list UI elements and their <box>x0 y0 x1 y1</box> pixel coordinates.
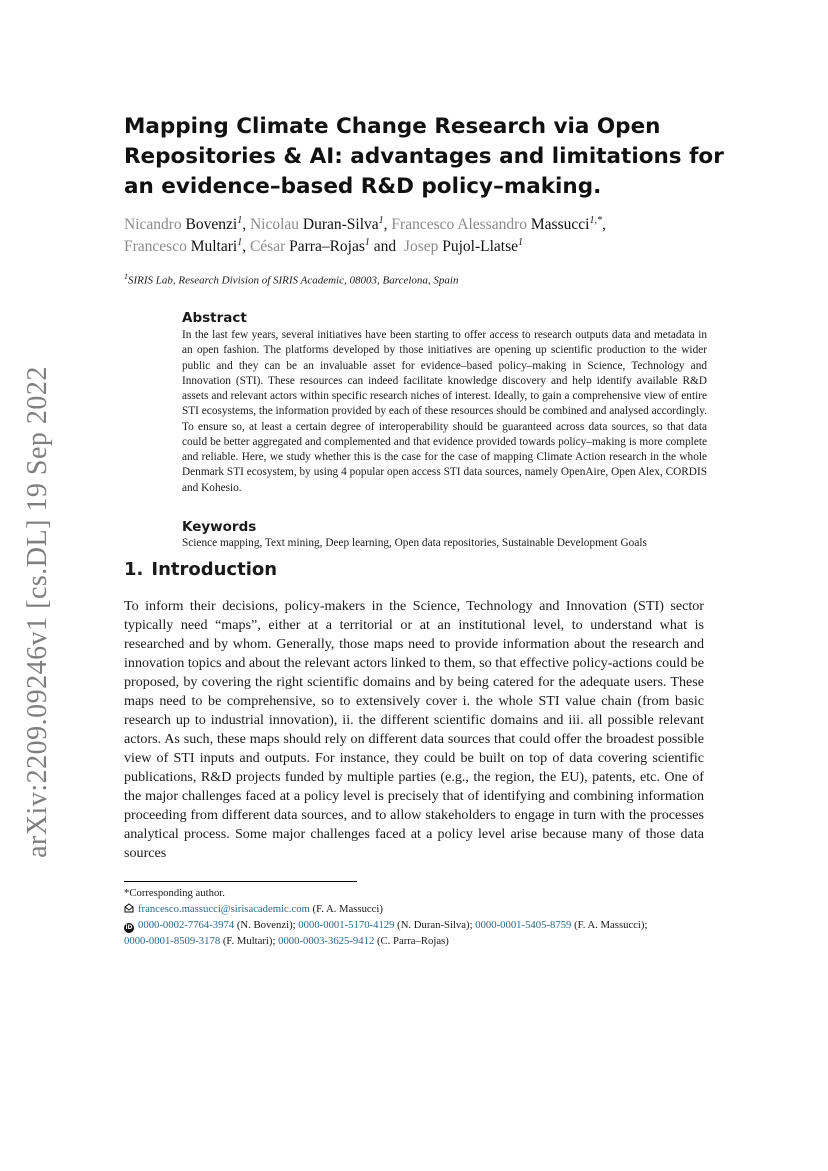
author-separator: , <box>383 216 392 233</box>
affiliation-mark: 1 <box>237 236 243 248</box>
author-given-name: Francesco <box>124 238 187 255</box>
author-list <box>124 214 744 258</box>
email-owner: (F. A. Massucci) <box>312 903 383 915</box>
author-family-name: Bovenzi <box>185 216 238 233</box>
orcid-line <box>124 917 764 933</box>
affiliation <box>124 272 744 287</box>
corresponding-author-note: *Corresponding author. <box>124 887 225 899</box>
email-link[interactable]: francesco.massucci@sirisacademic.com <box>138 903 310 915</box>
orcid-link[interactable]: 0000-0001-5170-4129 <box>298 919 395 931</box>
orcid-owner: (F. Multari); <box>222 935 276 947</box>
author <box>124 216 242 233</box>
affiliation-mark: 1 <box>518 236 524 248</box>
keywords-text: Science mapping, Text mining, Deep learning, Open data repositories, Sustainable Development Goals <box>182 537 647 549</box>
introduction-text: To inform their decisions, policy-makers in the Science, Technology and Innovation (STI) sector typically need “maps”, either at a territorial or at an institutional level, to understand what is researched and by whom. Generally, those maps need to provide information about the research and innovation topics and about the relevant actors linked to them, so that effective policy-actions could be proposed, by covering the right scientific domains and by being catered for the adequate users. These maps need to be comprehensive, so to extensively cover i. the whole STI value chain (from basic research up to industrial innovation), ii. the different scientific domains and iii. all possible relevant actors. As such, these maps should rely on different data sources that could offer the broadest possible view of STI inputs and outputs. For instance, they could be built on top of data covering scientific publications, R&D projects funded by multiple parties (e.g., the region, the EU), patents, etc. One of the major challenges faced at a policy level is precisely that of identifying and combining information proceeding from different data sources, and to allow stakeholders to engage in turn with the processes analytical process. Some major challenges faced at a policy level arise because many of those data sources <box>124 598 704 861</box>
abstract-text: In the last few years, several initiatives have been starting to offer access to research outputs data and metadata in an open fashion. The platforms developed by those initiatives are opening up scientific production to the wider public and they can be an invaluable asset for evidence–based policy–making in Science, Technology and Innovation (STI). These resources can indeed facilitate knowledge discovery and help identify available R&D assets and relevant actors within specific research niches of interest. Ideally, to gain a comprehensive view of entire STI ecosystems, the information provided by each of these resources should be combined and analysed accordingly. To ensure so, at least a certain degree of interoperability should be guaranteed across data sources, so that data could be better aggregated and complemented and that evidence provided towards policy–making is more complete and reliable. Here, we study whether this is the case for the case of mapping Climate Action research in the whole Denmark STI ecosystem, by using 4 popular open access STI data sources, namely OpenAire, Open Alex, CORDIS and Kohesio. <box>182 329 707 494</box>
author-separator: , <box>601 216 606 233</box>
author <box>124 238 242 255</box>
author-given-name: César <box>249 238 286 255</box>
footnote-divider <box>124 881 357 882</box>
author-separator: , <box>242 216 250 233</box>
author-separator: , <box>242 238 250 255</box>
author-family-name: Pujol-Llatse <box>442 238 519 255</box>
affiliation-mark: 1 <box>364 236 370 248</box>
paper-title: Mapping Climate Change Research via Open Repositories & AI: advantages and limitations for an evidence–based R&D policy–making. <box>124 114 724 199</box>
orcid-link[interactable]: 0000-0002-7764-3974 <box>138 919 235 931</box>
orcid-owner: (N. Duran-Silva); <box>397 919 473 931</box>
orcid-link[interactable]: 0000-0001-5405-8759 <box>475 919 572 931</box>
orcid-link[interactable]: 0000-0003-3625-9412 <box>278 935 375 947</box>
orcid-owner: (N. Bovenzi); <box>236 919 296 931</box>
author-family-name: Duran-Silva <box>302 216 379 233</box>
author-family-name: Multari <box>190 238 238 255</box>
author-family-name: Parra–Rojas <box>289 238 365 255</box>
email-line <box>124 901 764 917</box>
orcid-owner: (C. Parra–Rojas) <box>376 935 449 947</box>
arxiv-identifier: arXiv:2209.09246v1 [cs.DL] 19 Sep 2022 <box>22 366 53 858</box>
affiliation-mark: 1 <box>378 214 384 226</box>
author-given-name: Francesco Alessandro <box>391 216 528 233</box>
author-separator: and <box>369 238 401 255</box>
orcid-link[interactable]: 0000-0001-8509-3178 <box>124 935 221 947</box>
affiliation-text: SIRIS Lab, Research Division of SIRIS Academic, 08003, Barcelona, Spain <box>128 274 459 287</box>
keywords-heading: Keywords <box>182 519 257 535</box>
author-given-name: Nicolau <box>249 216 300 233</box>
author-given-name: Josep <box>403 238 439 255</box>
footnotes <box>124 885 764 949</box>
orcid-icon: iD <box>125 924 133 931</box>
affiliation-mark: 1 <box>124 272 128 281</box>
author <box>250 216 384 233</box>
section-title: Introduction <box>151 559 278 580</box>
author <box>250 238 370 255</box>
author-family-name: Massucci <box>530 216 590 233</box>
email-icon <box>124 903 134 913</box>
author <box>391 216 602 233</box>
author-given-name: Nicandro <box>124 216 182 233</box>
orcid-line <box>124 933 764 949</box>
abstract-heading: Abstract <box>182 310 247 326</box>
affiliation-mark: 1,* <box>589 214 602 226</box>
affiliation-mark: 1 <box>237 214 243 226</box>
orcid-owner: (F. A. Massucci); <box>574 919 648 931</box>
section-number: 1. <box>124 559 144 580</box>
section-heading <box>124 559 277 580</box>
author <box>404 238 523 255</box>
